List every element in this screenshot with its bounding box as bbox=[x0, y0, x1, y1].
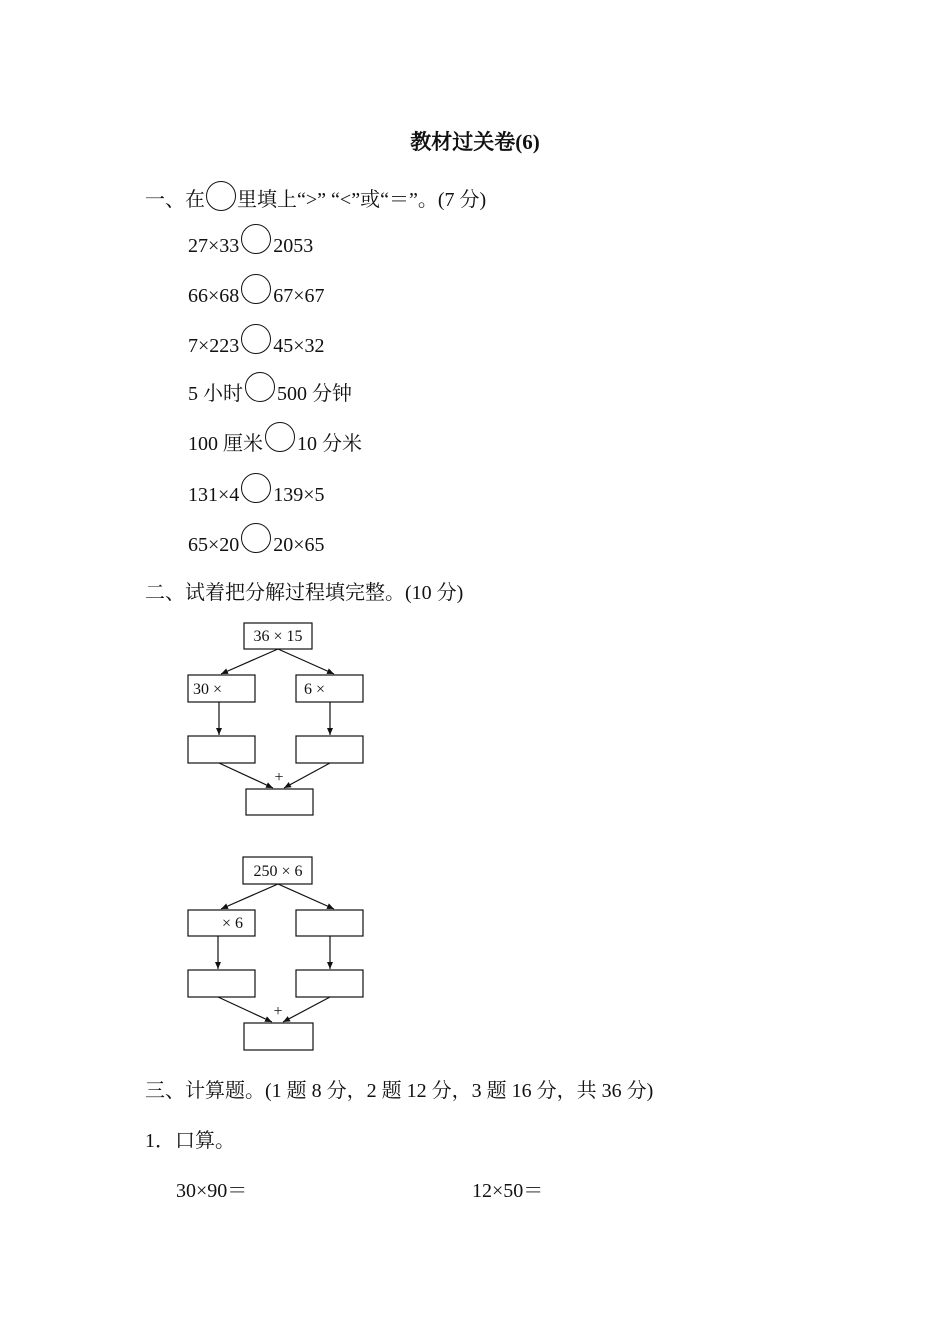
diagram1-right-label: 6 × bbox=[304, 681, 326, 698]
comparison-left: 100 厘米 bbox=[188, 433, 263, 455]
diagram2-top-label: 250 × 6 bbox=[253, 863, 303, 880]
comparison-right: 10 分米 bbox=[297, 433, 362, 455]
comparison-left: 27×33 bbox=[188, 235, 240, 257]
diagram2-plus-sign: + bbox=[273, 1003, 283, 1020]
comparison-left: 65×20 bbox=[188, 534, 240, 556]
comparison-right: 45×32 bbox=[273, 335, 325, 357]
diagram1-top-label: 36 × 15 bbox=[253, 628, 303, 645]
diagram1-plus-sign: + bbox=[274, 769, 284, 786]
diagram2-right-answer-box bbox=[296, 970, 363, 997]
mental-math-item: 12×50＝ bbox=[472, 1180, 544, 1202]
diagram2-sum-box bbox=[244, 1023, 313, 1050]
comparison-right: 139×5 bbox=[273, 484, 325, 506]
comparison-left: 131×4 bbox=[188, 484, 240, 506]
comparison-right: 500 分钟 bbox=[277, 383, 352, 405]
diagram2-left-answer-box bbox=[188, 970, 255, 997]
diagram1-sum-box bbox=[246, 789, 313, 815]
section-2-heading: 二、试着把分解过程填完整。(10 分) bbox=[145, 582, 464, 604]
diagram2-right-box bbox=[296, 910, 363, 936]
comparison-left: 5 小时 bbox=[188, 383, 243, 405]
comparison-left: 7×223 bbox=[188, 335, 240, 357]
diagram1-right-answer-box bbox=[296, 736, 363, 763]
section-1-prefix: 一、在 bbox=[145, 189, 205, 211]
diagram1-left-label: 30 × bbox=[193, 681, 223, 698]
section-3-heading: 三、计算题。(1 题 8 分，2 题 12 分，3 题 16 分，共 36 分) bbox=[145, 1080, 654, 1102]
mental-math-item: 30×90＝ bbox=[176, 1180, 248, 1202]
comparison-right: 67×67 bbox=[273, 285, 325, 307]
comparison-right: 20×65 bbox=[273, 534, 325, 556]
diagram1-left-answer-box bbox=[188, 736, 255, 763]
section-1-suffix: 里填上“>” “<”或“＝”。(7 分) bbox=[237, 189, 487, 211]
question-1-label: 1．口算。 bbox=[145, 1130, 235, 1152]
comparison-left: 66×68 bbox=[188, 285, 240, 307]
page-title: 教材过关卷(6) bbox=[410, 130, 540, 154]
diagram2-left-label: × 6 bbox=[222, 915, 244, 932]
comparison-right: 2053 bbox=[273, 235, 314, 257]
